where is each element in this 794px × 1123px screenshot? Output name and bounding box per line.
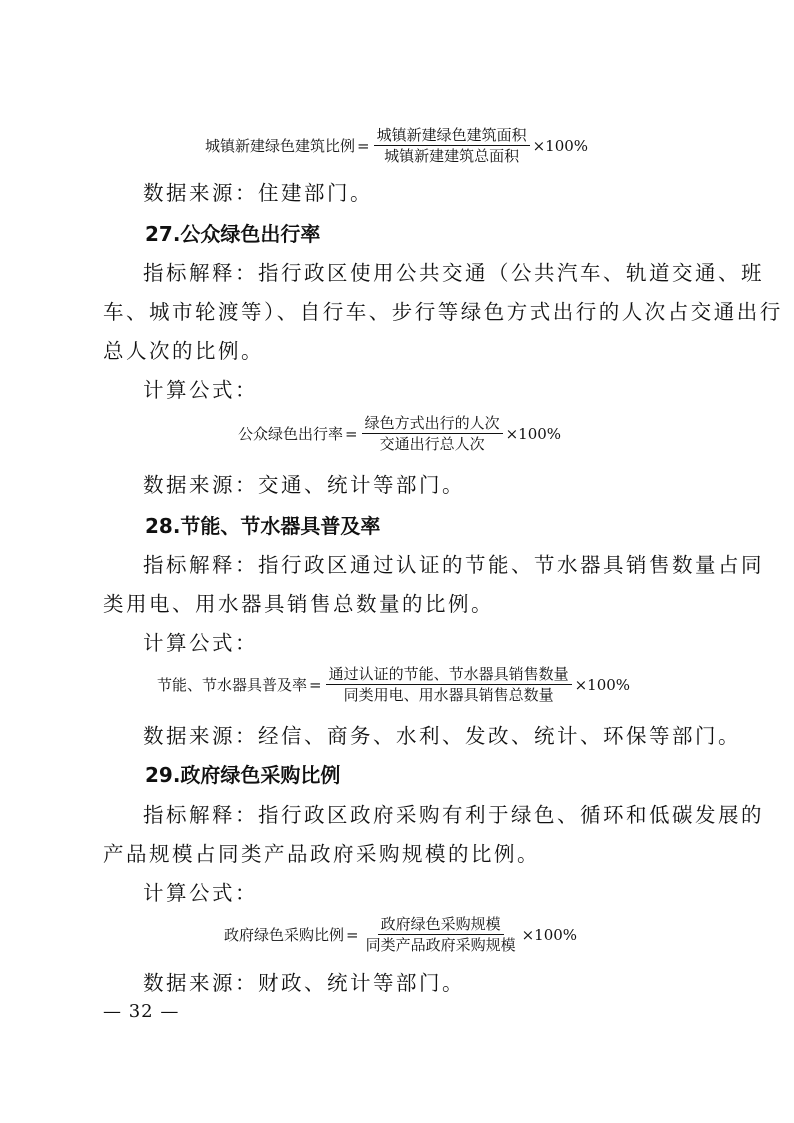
formula-equals: = <box>346 925 359 944</box>
explanation-29-line-1: 指标解释：指行政区政府采购有利于绿色、循环和低碳发展的 <box>143 803 764 827</box>
explanation-27-line-2: 车、城市轮渡等）、自行车、步行等绿色方式出行的人次占交通出行 <box>103 300 783 324</box>
formula-multiplier: ×100% <box>521 925 578 944</box>
formula-lhs: 节能、节水器具普及率 <box>157 676 308 694</box>
explanation-27-line-3: 总人次的比例。 <box>103 339 264 363</box>
formula-lhs: 公众绿色出行率 <box>238 425 344 443</box>
formula-equals: = <box>309 675 322 694</box>
formula-numerator: 政府绿色采购规模 <box>378 915 504 935</box>
formula-denominator: 交通出行总人次 <box>379 435 485 453</box>
data-source-27: 数据来源：交通、统计等部门。 <box>143 473 465 497</box>
formula-multiplier: ×100% <box>532 136 589 155</box>
formula-denominator: 同类用电、用水器具销售总数量 <box>343 686 554 704</box>
explanation-27-line-1: 指标解释：指行政区使用公共交通（公共汽车、轨道交通、班 <box>143 261 764 285</box>
formula-denominator: 同类产品政府采购规模 <box>365 936 516 954</box>
formula-fraction <box>374 126 530 165</box>
formula-green-building-ratio <box>205 126 588 165</box>
formula-multiplier: ×100% <box>505 424 562 443</box>
data-source-26: 数据来源：住建部门。 <box>143 181 373 205</box>
formula-fraction <box>326 665 572 704</box>
explanation-28-line-2: 类用电、用水器具销售总数量的比例。 <box>103 592 494 616</box>
formula-numerator: 通过认证的节能、节水器具销售数量 <box>326 665 572 685</box>
section-title-29: 29.政府绿色采购比例 <box>145 763 341 787</box>
formula-fraction <box>362 414 503 453</box>
formula-denominator: 城镇新建建筑总面积 <box>384 147 520 165</box>
formula-numerator: 绿色方式出行的人次 <box>362 414 503 434</box>
formula-fraction <box>363 915 519 954</box>
formula-lhs: 城镇新建绿色建筑比例 <box>205 137 356 155</box>
calc-label-28: 计算公式： <box>143 631 258 655</box>
section-title-28: 28.节能、节水器具普及率 <box>145 514 381 538</box>
data-source-29: 数据来源：财政、统计等部门。 <box>143 971 465 995</box>
formula-gov-green-procurement <box>224 915 577 954</box>
calc-label-29: 计算公式： <box>143 881 258 905</box>
formula-multiplier: ×100% <box>574 675 631 694</box>
page-number: — 32 — <box>103 1001 180 1022</box>
formula-water-saving-rate <box>157 665 630 704</box>
data-source-28: 数据来源：经信、商务、水利、发改、统计、环保等部门。 <box>143 724 741 748</box>
formula-equals: = <box>357 136 370 155</box>
formula-numerator: 城镇新建绿色建筑面积 <box>374 126 530 146</box>
formula-green-travel-rate <box>238 414 561 453</box>
formula-lhs: 政府绿色采购比例 <box>224 926 345 944</box>
section-title-27: 27.公众绿色出行率 <box>145 222 321 246</box>
formula-equals: = <box>345 424 358 443</box>
explanation-29-line-2: 产品规模占同类产品政府采购规模的比例。 <box>103 842 540 866</box>
calc-label-27: 计算公式： <box>143 378 258 402</box>
explanation-28-line-1: 指标解释：指行政区通过认证的节能、节水器具销售数量占同 <box>143 553 764 577</box>
